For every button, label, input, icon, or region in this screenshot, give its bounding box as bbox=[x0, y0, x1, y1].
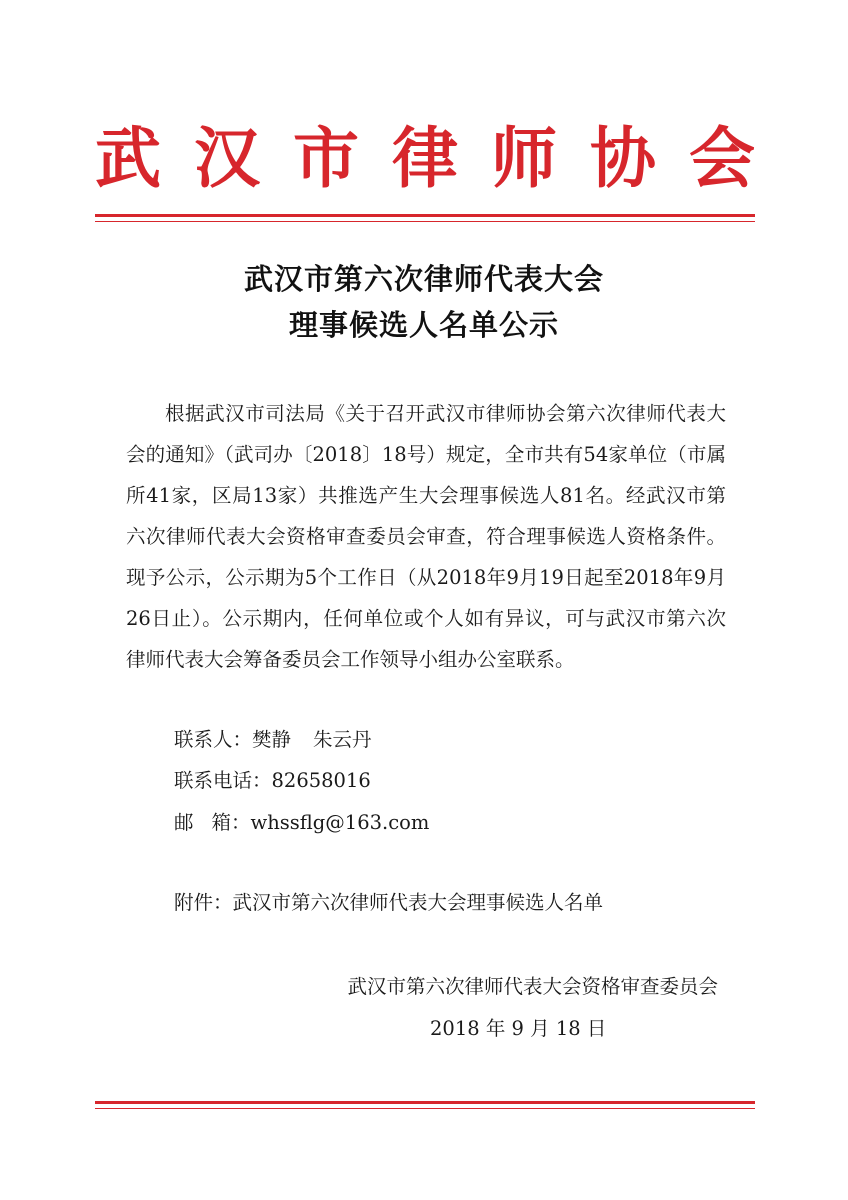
letterhead-divider-thin bbox=[95, 221, 755, 222]
attachment-line: 附件：武汉市第六次律师代表大会理事候选人名单 bbox=[174, 891, 604, 914]
letterhead-char: 师 bbox=[491, 119, 557, 197]
letterhead-char: 会 bbox=[689, 119, 755, 197]
letterhead-char: 协 bbox=[590, 119, 656, 197]
letterhead-divider-thick bbox=[95, 214, 755, 217]
footer-divider-thin bbox=[95, 1108, 755, 1109]
contact-person-label: 联系人： bbox=[174, 728, 253, 751]
contact-phone-line bbox=[174, 766, 371, 796]
signature-organization: 武汉市第六次律师代表大会资格审查委员会 bbox=[347, 975, 718, 998]
letterhead-char: 汉 bbox=[194, 119, 260, 197]
signature-date: 2018 年 9 月 18 日 bbox=[430, 1017, 607, 1040]
footer-divider-thick bbox=[95, 1101, 755, 1104]
document-title-line-1: 武汉市第六次律师代表大会 bbox=[243, 262, 604, 296]
letterhead-title bbox=[95, 118, 755, 198]
letterhead-char: 律 bbox=[392, 119, 458, 197]
contact-email-address: whssflg@163.com bbox=[250, 811, 430, 834]
contact-person-1: 樊静 bbox=[252, 728, 292, 751]
contact-phone-label: 联系电话： bbox=[174, 769, 272, 792]
document-title-line-2: 理事候选人名单公示 bbox=[288, 308, 559, 342]
contact-person-line bbox=[174, 725, 372, 755]
body-paragraph: 根据武汉市司法局《关于召开武汉市律师协会第六次律师代表大会的通知》（武司办〔2018〕18号）规定，全市共有54家单位（市属所41家，区局13家）共推选产生大会理事候选人81名。经武汉市第六次律师代表大会资格审查委员会审查，符合理事候选人资格条件。现予公示，公示期为5个工作日（从2018年9月19日起至2018年9月26日止）。公示期内，任何单位或个人如有异议，可与武汉市第六次律师代表大会筹备委员会工作领导小组办公室联系。 bbox=[126, 402, 726, 671]
letterhead-char: 市 bbox=[293, 119, 359, 197]
contact-email-label-2: 箱： bbox=[211, 811, 251, 834]
contact-email-line bbox=[174, 808, 429, 838]
letterhead-char: 武 bbox=[95, 119, 161, 197]
contact-email-label-1: 邮 bbox=[174, 811, 194, 834]
contact-person-2: 朱云丹 bbox=[313, 728, 372, 751]
contact-phone-number: 82658016 bbox=[271, 769, 371, 792]
